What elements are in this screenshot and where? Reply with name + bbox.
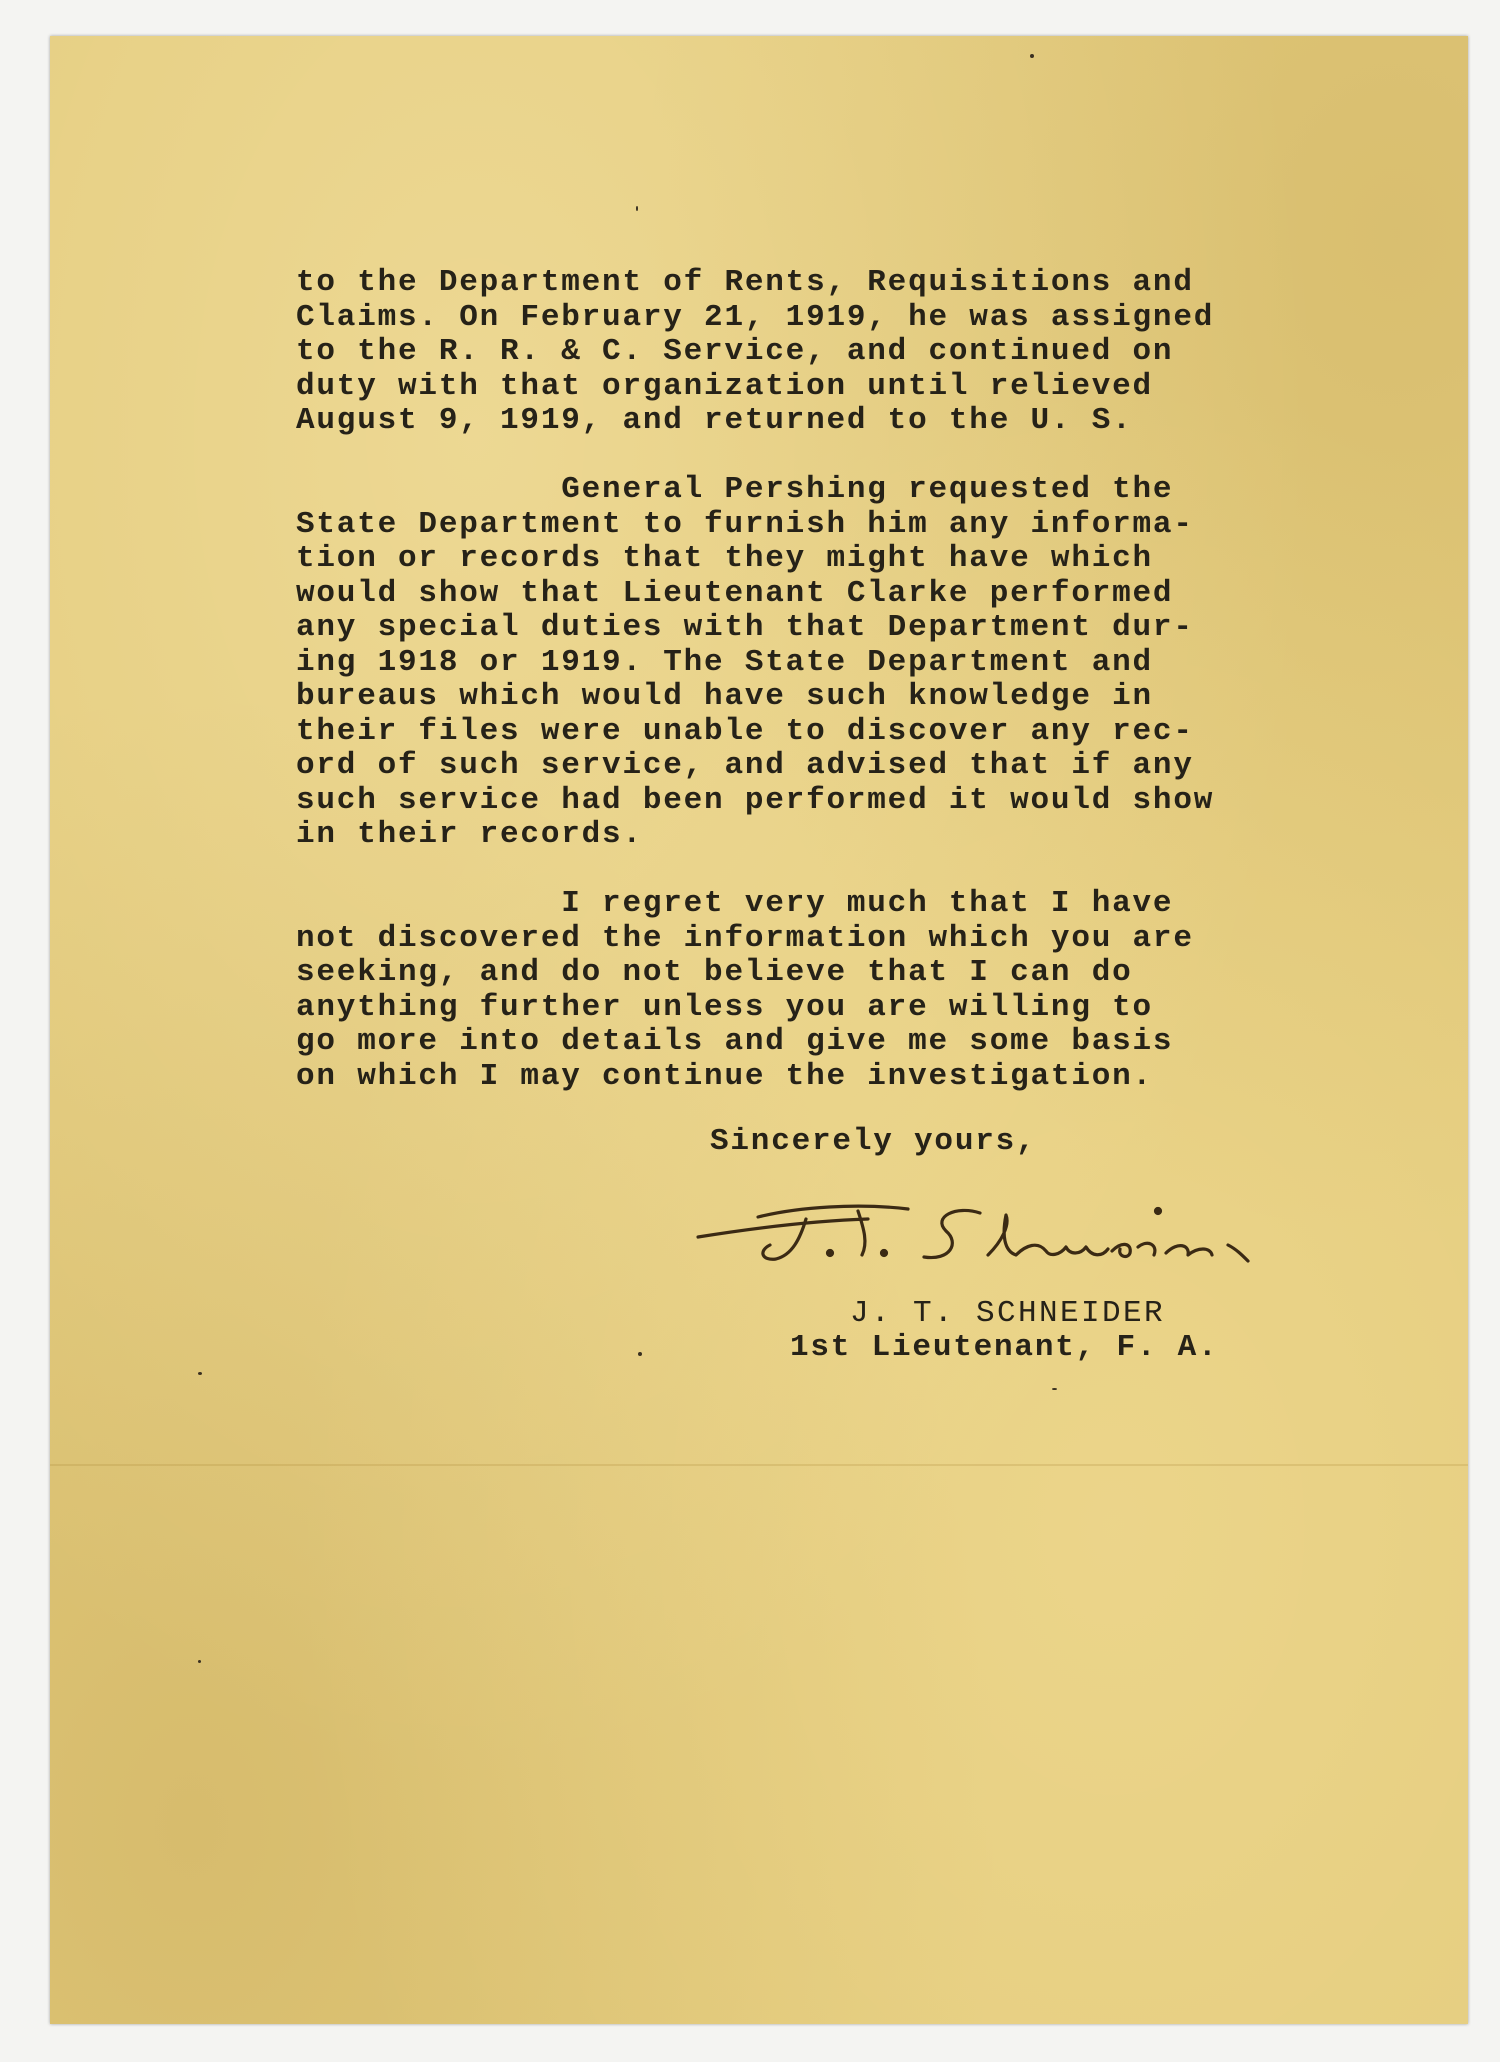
paragraph-state-department	[296, 473, 1214, 853]
paper-fold-crease	[50, 1464, 1468, 1466]
text-line: on which I may continue the investigation.	[296, 1058, 1153, 1094]
text-line: in their records.	[296, 817, 643, 852]
text-line: seeking, and do not believe that I can do	[296, 955, 1133, 990]
paper-speck	[198, 1372, 202, 1375]
text-line: ing 1918 or 1919. The State Department and	[296, 644, 1153, 680]
paragraph-regret	[296, 887, 1194, 1094]
text-line: August 9, 1919, and returned to the U. S.	[296, 403, 1133, 438]
signer-name: J. T. SCHNEIDER	[850, 1296, 1166, 1331]
paper-speck	[1030, 54, 1034, 58]
paper-speck	[1052, 1388, 1057, 1390]
text-line: would show that Lieutenant Clarke performed	[296, 575, 1174, 611]
paper-speck	[198, 1660, 201, 1663]
text-line: to the R. R. & C. Service, and continued on	[296, 334, 1174, 369]
text-line: duty with that organization until relieved	[296, 368, 1153, 404]
signer-rank: 1st Lieutenant, F. A.	[790, 1330, 1219, 1365]
text-line: to the Department of Rents, Requisitions and	[296, 265, 1194, 300]
text-line: go more into details and give me some basis	[296, 1024, 1174, 1059]
text-line: their files were unable to discover any rec-	[296, 713, 1194, 749]
text-line: General Pershing requested the	[296, 472, 1174, 507]
closing-salutation: Sincerely yours,	[710, 1124, 1037, 1159]
text-line: such service had been performed it would show	[296, 782, 1215, 818]
text-line: bureaus which would have such knowledge in	[296, 679, 1153, 714]
text-line: not discovered the information which you are	[296, 920, 1194, 956]
text-line: anything further unless you are willing to	[296, 989, 1153, 1025]
paper-speck	[638, 1352, 642, 1356]
paragraph-assignment	[296, 266, 1214, 439]
text-line: State Department to furnish him any informa-	[296, 506, 1194, 542]
handwritten-signature	[688, 1185, 1338, 1280]
paper-speck	[636, 206, 638, 211]
text-line: any special duties with that Department dur-	[296, 610, 1194, 645]
text-line: I regret very much that I have	[296, 886, 1174, 921]
text-line: Claims. On February 21, 1919, he was assigned	[296, 299, 1215, 335]
text-line: ord of such service, and advised that if any	[296, 748, 1194, 783]
text-line: tion or records that they might have which	[296, 541, 1153, 576]
